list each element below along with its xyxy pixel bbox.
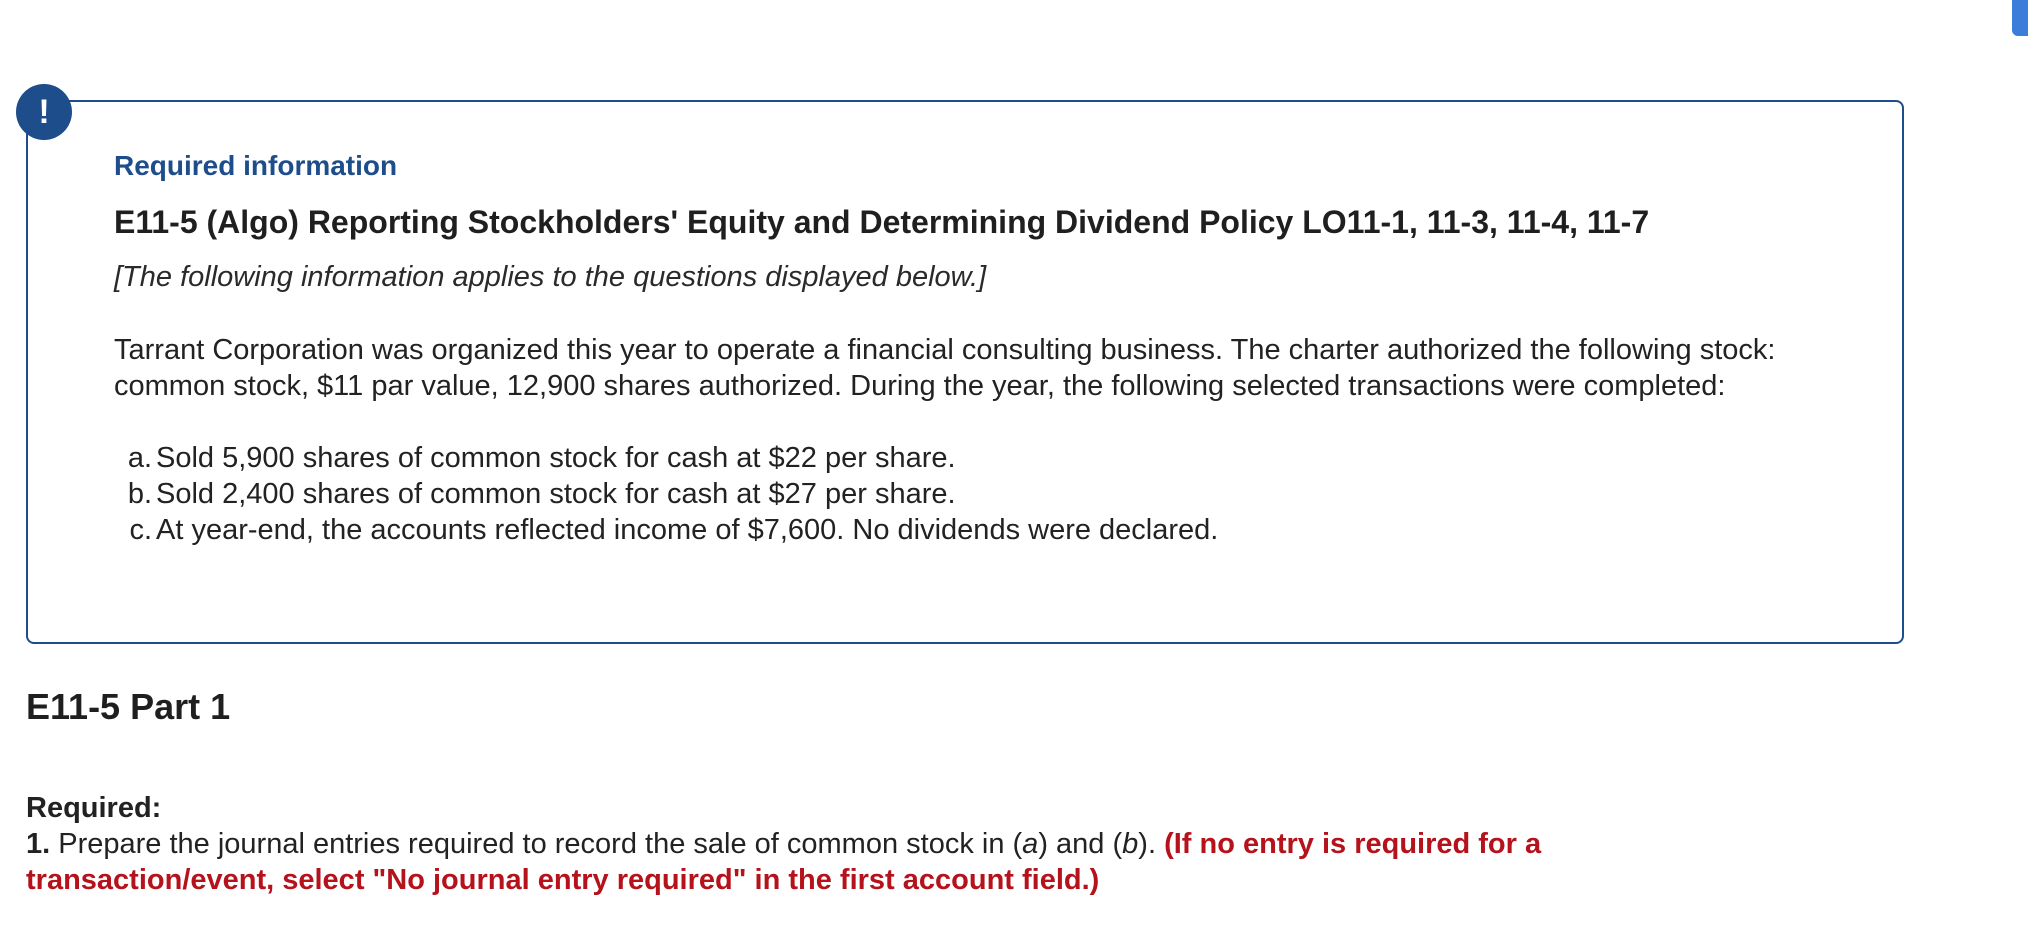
list-item (120, 440, 1814, 476)
required-label: Required: (26, 792, 162, 824)
required-information-heading: Required information (114, 150, 398, 181)
problem-description: Tarrant Corporation was organized this year to operate a financial consulting business. The charter authorized the following stock: common stock, $11 par value, 12,900 shares authorized. During the year, the following selected transactions were completed: (114, 334, 1776, 402)
list-item (120, 476, 1814, 512)
requirement-text-part: Prepare the journal entries required to record the sale of common stock in ( (50, 828, 1023, 860)
requirement-text-part: ). (1138, 828, 1165, 860)
required-information-content (114, 150, 1814, 548)
transaction-ref-a: a (1022, 828, 1039, 860)
required-section (26, 790, 1726, 898)
exclamation-icon: ! (16, 84, 72, 140)
transaction-letter: a. (127, 442, 152, 474)
side-panel-tab[interactable] (2012, 0, 2028, 36)
requirement-instruction: (If no entry is required for a transaction/event, select "No journal entry required" in the first account field.) (26, 828, 1542, 896)
transaction-letter: b. (127, 478, 152, 510)
transaction-ref-b: b (1122, 828, 1139, 860)
required-information-box (26, 100, 1904, 644)
transaction-list (114, 440, 1814, 548)
list-item (120, 512, 1814, 548)
transaction-text: Sold 2,400 shares of common stock for cash at $27 per share. (156, 478, 956, 510)
problem-title: E11-5 (Algo) Reporting Stockholders' Equity and Determining Dividend Policy LO11-1, 11-3, 11-4, 11-7 (114, 204, 1650, 240)
requirement-text-part: ) and ( (1038, 828, 1123, 860)
part-title: E11-5 Part 1 (26, 686, 231, 727)
applies-note: [The following information applies to the questions displayed below.] (114, 261, 987, 293)
transaction-letter: c. (129, 514, 152, 546)
requirement-number: 1. (26, 828, 51, 860)
transaction-text: Sold 5,900 shares of common stock for cash at $22 per share. (156, 442, 956, 474)
transaction-text: At year-end, the accounts reflected income of $7,600. No dividends were declared. (156, 514, 1219, 546)
